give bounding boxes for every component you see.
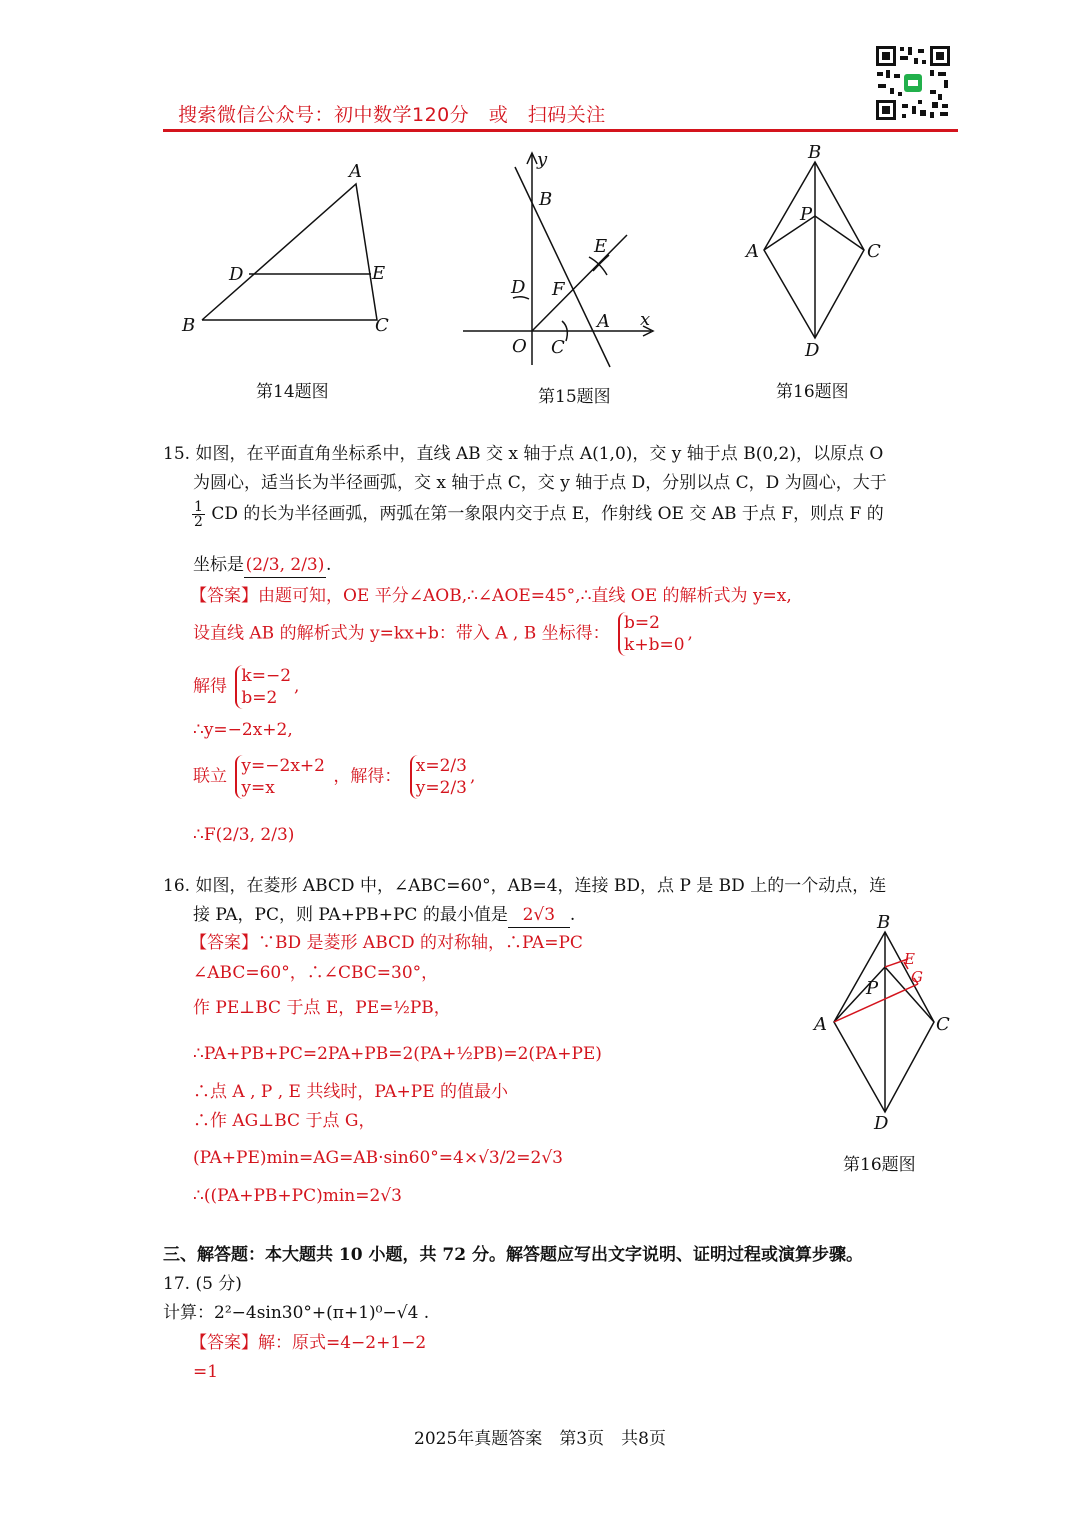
q15-answer-tag: 【答案】 — [190, 586, 258, 606]
f16b-label-G: G — [911, 968, 923, 986]
f16b-label-D: D — [874, 1113, 889, 1134]
f14-label-C: C — [375, 315, 389, 336]
q15-answer-blank: (2/3, 2/3) — [244, 553, 326, 578]
q15-ans2: 设直线 AB 的解析式为 y=kx+b：带入 A , B 坐标得： — [193, 623, 610, 644]
q16-ans4: ∴PA+PB+PC=2PA+PB=2(PA+½PB)=2(PA+PE) — [193, 1044, 602, 1064]
figure-15-diagram — [455, 145, 670, 370]
q15-ans5-mid: ，解得： — [333, 766, 402, 787]
f14-label-E: E — [372, 263, 386, 284]
header-text: 搜索微信公众号：初中数学120分 或 扫码关注 — [178, 104, 606, 126]
figure-16-caption: 第16题图 — [776, 382, 849, 402]
f15-label-C: C — [551, 337, 565, 358]
qr-code-icon — [874, 44, 952, 122]
figure-15-caption: 第15题图 — [538, 387, 611, 407]
q15-ans4: ∴y=−2x+2, — [193, 720, 293, 740]
figure-14-diagram — [170, 150, 410, 350]
q15-line1: 15. 如图，在平面直角坐标系中，直线 AB 交 x 轴于点 A(1,0)，交 y 轴于点 B(0,2)，以原点 O — [163, 444, 884, 464]
q15-ans5: 联立 — [193, 766, 227, 787]
f15-label-D: D — [511, 277, 526, 298]
figure-16-diagram — [740, 140, 890, 365]
f15-label-B: B — [539, 189, 553, 210]
q16-line1: 16. 如图，在菱形 ABCD 中，∠ABC=60°，AB=4，连接 BD，点 P 是 BD 上的一个动点，连 — [163, 876, 887, 896]
section3-title: 三、解答题：本大题共 10 小题，共 72 分。解答题应写出文字说明、证明过程或演算步骤。 — [163, 1245, 863, 1265]
figure-14-caption: 第14题图 — [256, 382, 329, 402]
f16b-label-C: C — [936, 1014, 950, 1035]
q15-ans5-solution: x=2/3 y=2/3 — [410, 755, 467, 799]
q16-answer-blank: 2√3 — [508, 903, 570, 928]
f16-label-B: B — [808, 142, 822, 163]
f16-label-D: D — [805, 340, 820, 361]
figure-16-answer-caption: 第16题图 — [843, 1155, 916, 1175]
q17-head: 17. (5 分) — [163, 1274, 242, 1294]
f15-label-A: A — [597, 311, 610, 332]
f14-label-D: D — [229, 264, 244, 285]
q17-ans2: =1 — [193, 1362, 219, 1382]
q16-ans5: ∴点 A , P , E 共线时，PA+PE 的值最小 — [193, 1082, 509, 1102]
q15-line3: CD 的长为半径画弧，两弧在第一象限内交于点 E，作射线 OE 交 AB 于点 F，则点 F 的 — [211, 504, 884, 524]
q15-half-fraction: $\frac{1}{2}$ — [194, 499, 203, 530]
q15-ans6: ∴F(2/3, 2/3) — [193, 825, 295, 845]
q16-ans7: (PA+PE)min=AG=AB·sin60°=4×√3/2=2√3 — [193, 1148, 563, 1168]
f15-label-x: x — [640, 309, 651, 330]
f16-label-C: C — [867, 241, 881, 262]
f16b-label-B: B — [877, 912, 891, 933]
q16-line2: 接 PA，PC，则 PA+PB+PC 的最小值是 — [193, 905, 508, 925]
figure-16-answer-diagram — [810, 912, 960, 1137]
f14-label-A: A — [349, 161, 362, 182]
q15-line4: 坐标是 — [193, 555, 244, 575]
f16-label-P: P — [800, 204, 813, 225]
q15-ans2-system: b=2 k+b=0 — [618, 612, 685, 656]
f15-label-y: y — [537, 149, 548, 170]
f15-label-E: E — [594, 236, 608, 257]
q16-ans6: ∴作 AG⊥BC 于点 G， — [193, 1111, 376, 1131]
f16b-label-E: E — [904, 950, 915, 968]
q15-ans5-system: y=−2x+2 y=x — [235, 755, 325, 799]
q17-ans1: 解：原式=4−2+1−2 — [258, 1333, 427, 1353]
f15-label-O: O — [512, 336, 527, 357]
f15-label-F: F — [552, 279, 565, 300]
q16-answer-tag: 【答案】 — [190, 933, 258, 953]
q15-ans3-system: k=−2 b=2 — [235, 665, 291, 709]
q16-ans3: 作 PE⊥BC 于点 E，PE=½PB， — [193, 998, 451, 1018]
f16-label-A: A — [746, 241, 759, 262]
q15-line2: 为圆心，适当长为半径画弧，交 x 轴于点 C，交 y 轴于点 D，分别以点 C，D 为圆心，大于 — [193, 473, 887, 493]
f16b-label-P: P — [866, 978, 879, 999]
q16-ans1: ∵BD 是菱形 ABCD 的对称轴，∴PA=PC — [258, 933, 583, 953]
q16-ans2: ∠ABC=60°，∴∠CBC=30°， — [193, 963, 439, 983]
q15-ans1: 由题可知，OE 平分∠AOB,∴∠AOE=45°,∴直线 OE 的解析式为 y=x, — [258, 586, 792, 606]
q15-ans3: 解得 — [193, 676, 227, 697]
q17-text: 计算：2²−4sin30°+(π+1)⁰−√4 . — [163, 1303, 430, 1323]
q16-ans8: ∴((PA+PB+PC)min=2√3 — [193, 1186, 402, 1206]
header-divider — [163, 129, 958, 132]
f14-label-B: B — [182, 315, 196, 336]
f16b-label-A: A — [814, 1014, 827, 1035]
page-footer: 2025年真题答案 第3页 共8页 — [414, 1429, 666, 1449]
q17-answer-tag: 【答案】 — [190, 1333, 258, 1353]
